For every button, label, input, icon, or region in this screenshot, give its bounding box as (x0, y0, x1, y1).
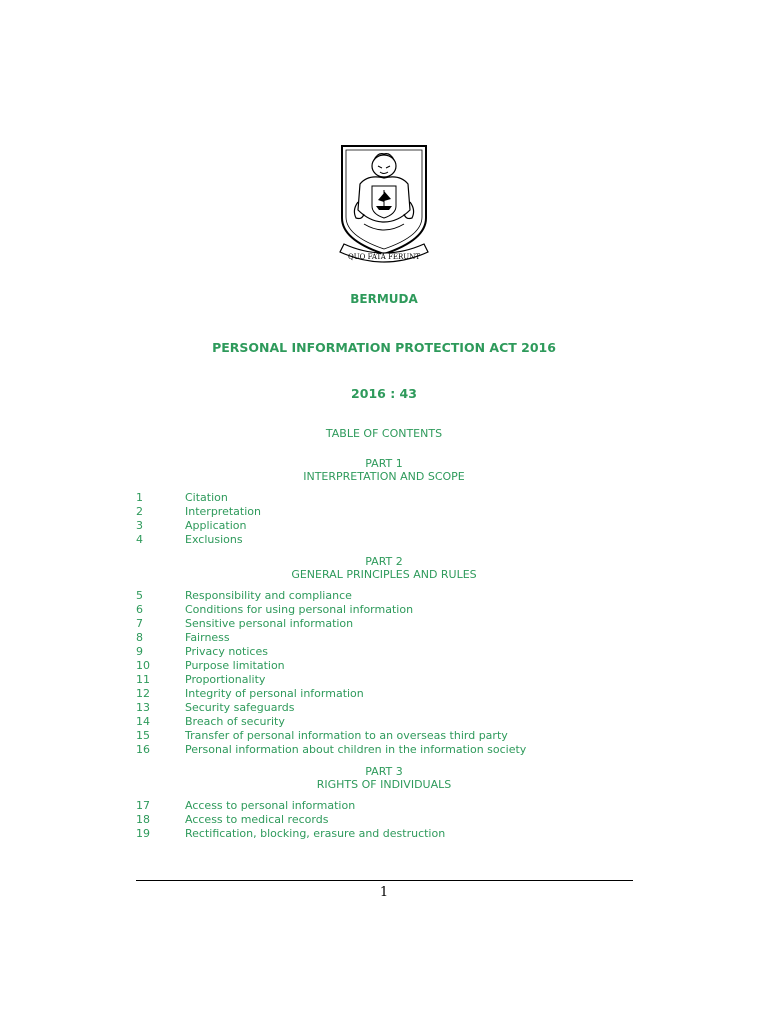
toc-entry[interactable] (0, 589, 768, 603)
section-title[interactable]: Citation (185, 491, 228, 504)
page-number: 1 (379, 885, 389, 900)
section-number: 11 (136, 673, 150, 686)
toc-entry[interactable] (0, 799, 768, 813)
part-2-label: PART 2 (365, 555, 403, 568)
section-number: 9 (136, 645, 143, 658)
toc-entry[interactable] (0, 645, 768, 659)
toc-entry[interactable] (0, 659, 768, 673)
section-title[interactable]: Personal information about children in the information society (185, 743, 527, 756)
toc-entry[interactable] (0, 603, 768, 617)
toc-entry[interactable] (0, 617, 768, 631)
toc-entry[interactable] (0, 631, 768, 645)
section-number: 15 (136, 729, 150, 742)
section-number: 1 (136, 491, 143, 504)
section-number: 8 (136, 631, 143, 644)
toc-entry[interactable] (0, 715, 768, 729)
section-number: 12 (136, 687, 150, 700)
country-name: BERMUDA (350, 292, 418, 306)
footer-divider (136, 880, 633, 881)
section-title[interactable]: Proportionality (185, 673, 266, 686)
section-title[interactable]: Access to personal information (185, 799, 356, 812)
section-number: 13 (136, 701, 150, 714)
section-title[interactable]: Breach of security (185, 715, 285, 728)
toc-entry[interactable] (0, 827, 768, 841)
part-1-title: INTERPRETATION AND SCOPE (303, 470, 465, 483)
part-1-label: PART 1 (365, 457, 403, 470)
section-title[interactable]: Interpretation (185, 505, 261, 518)
section-title[interactable]: Rectification, blocking, erasure and destruction (185, 827, 446, 840)
section-title[interactable]: Fairness (185, 631, 230, 644)
section-title[interactable]: Responsibility and compliance (185, 589, 352, 602)
section-title[interactable]: Sensitive personal information (185, 617, 354, 630)
toc-entry[interactable] (0, 491, 768, 505)
section-number: 6 (136, 603, 143, 616)
section-number: 2 (136, 505, 143, 518)
section-number: 4 (136, 533, 143, 546)
bermuda-coat-of-arms-icon (338, 144, 430, 272)
part-3-label: PART 3 (365, 765, 403, 778)
section-number: 7 (136, 617, 143, 630)
section-title[interactable]: Transfer of personal information to an overseas third party (185, 729, 508, 742)
toc-entry[interactable] (0, 813, 768, 827)
section-number: 3 (136, 519, 143, 532)
section-title[interactable]: Security safeguards (185, 701, 295, 714)
toc-heading: TABLE OF CONTENTS (325, 427, 443, 440)
part-3-title: RIGHTS OF INDIVIDUALS (316, 778, 452, 791)
section-number: 10 (136, 659, 150, 672)
toc-entry[interactable] (0, 505, 768, 519)
section-title[interactable]: Access to medical records (185, 813, 329, 826)
section-number: 17 (136, 799, 150, 812)
section-title[interactable]: Integrity of personal information (185, 687, 364, 700)
section-title[interactable]: Application (185, 519, 247, 532)
section-title[interactable]: Purpose limitation (185, 659, 285, 672)
section-title[interactable]: Exclusions (185, 533, 243, 546)
act-number: 2016 : 43 (351, 386, 417, 401)
toc-entry[interactable] (0, 519, 768, 533)
toc-entry[interactable] (0, 743, 768, 757)
section-number: 18 (136, 813, 150, 826)
toc-entry[interactable] (0, 673, 768, 687)
part-2-title: GENERAL PRINCIPLES AND RULES (291, 568, 477, 581)
toc-entry[interactable] (0, 729, 768, 743)
section-title[interactable]: Privacy notices (185, 645, 268, 658)
section-number: 19 (136, 827, 150, 840)
section-number: 5 (136, 589, 143, 602)
toc-entry[interactable] (0, 687, 768, 701)
crest-motto: QUO FATA FERUNT (347, 253, 421, 261)
section-number: 14 (136, 715, 150, 728)
section-number: 16 (136, 743, 150, 756)
toc-entry[interactable] (0, 701, 768, 715)
act-title: PERSONAL INFORMATION PROTECTION ACT 2016 (212, 340, 556, 355)
section-title[interactable]: Conditions for using personal information (185, 603, 414, 616)
toc-entry[interactable] (0, 533, 768, 547)
